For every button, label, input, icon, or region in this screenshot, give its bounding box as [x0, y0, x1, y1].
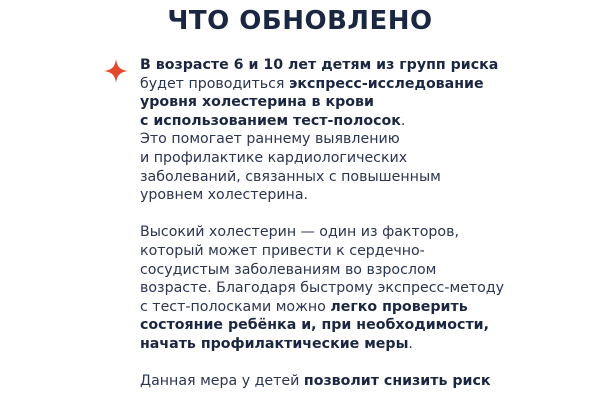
text-line [140, 56, 580, 75]
bold-text: В возрасте 6 и 10 лет детям из групп риска [140, 57, 499, 73]
text-segment: и профилактике кардиологических [140, 149, 408, 166]
bold-text: позволит снизить риск [303, 373, 491, 390]
text-segment: заболеваний, связанных с повышенным [140, 168, 441, 185]
text-line [140, 112, 580, 131]
text-line [140, 372, 580, 391]
text-line [140, 316, 580, 335]
text-segment: с тест-полосками можно [140, 298, 331, 315]
text-line [140, 149, 580, 168]
text-segment: возрасте. Благодаря быстрому экспресс-методу [140, 280, 505, 297]
text-line [140, 130, 580, 149]
text-segment: Это помогает раннему выявлению [140, 131, 400, 148]
bold-text: начать профилактические меры [140, 335, 409, 352]
text-line [140, 261, 580, 280]
bold-text: состояние ребёнка и, при необходимости, [140, 317, 489, 334]
bold-text: легко проверить [330, 298, 468, 315]
text-line [140, 279, 580, 298]
text-segment: . [408, 335, 413, 352]
text-line [140, 186, 580, 205]
bold-text: экспресс-исследование [288, 75, 484, 92]
text-line [140, 242, 580, 261]
text-line [140, 298, 580, 317]
text-line [140, 75, 580, 94]
text-segment: уровнем холестерина. [140, 187, 309, 204]
text-segment: который может привести к сердечно- [140, 242, 425, 259]
text-segment: . [400, 112, 406, 129]
text-segment: будет проводиться [140, 75, 289, 92]
bold-text: уровня холестерина в крови [140, 94, 374, 111]
bold-text: с использованием тест-полосок [140, 112, 401, 129]
text-segment: Данная мера у детей [140, 373, 304, 390]
text-line [140, 93, 580, 112]
article-body [140, 56, 580, 400]
paragraph [140, 223, 580, 353]
text-line [140, 223, 580, 242]
page-title: ЧТО ОБНОВЛЕНО [167, 6, 433, 36]
text-segment: сосудистым заболеваниям во взрослом [140, 261, 437, 278]
text-line [140, 335, 580, 354]
text-line [140, 168, 580, 187]
paragraph [140, 372, 580, 391]
star-sparkle-icon [103, 58, 129, 84]
text-segment: Высокий холестерин — один из факторов, [140, 224, 459, 241]
paragraph [140, 56, 580, 205]
